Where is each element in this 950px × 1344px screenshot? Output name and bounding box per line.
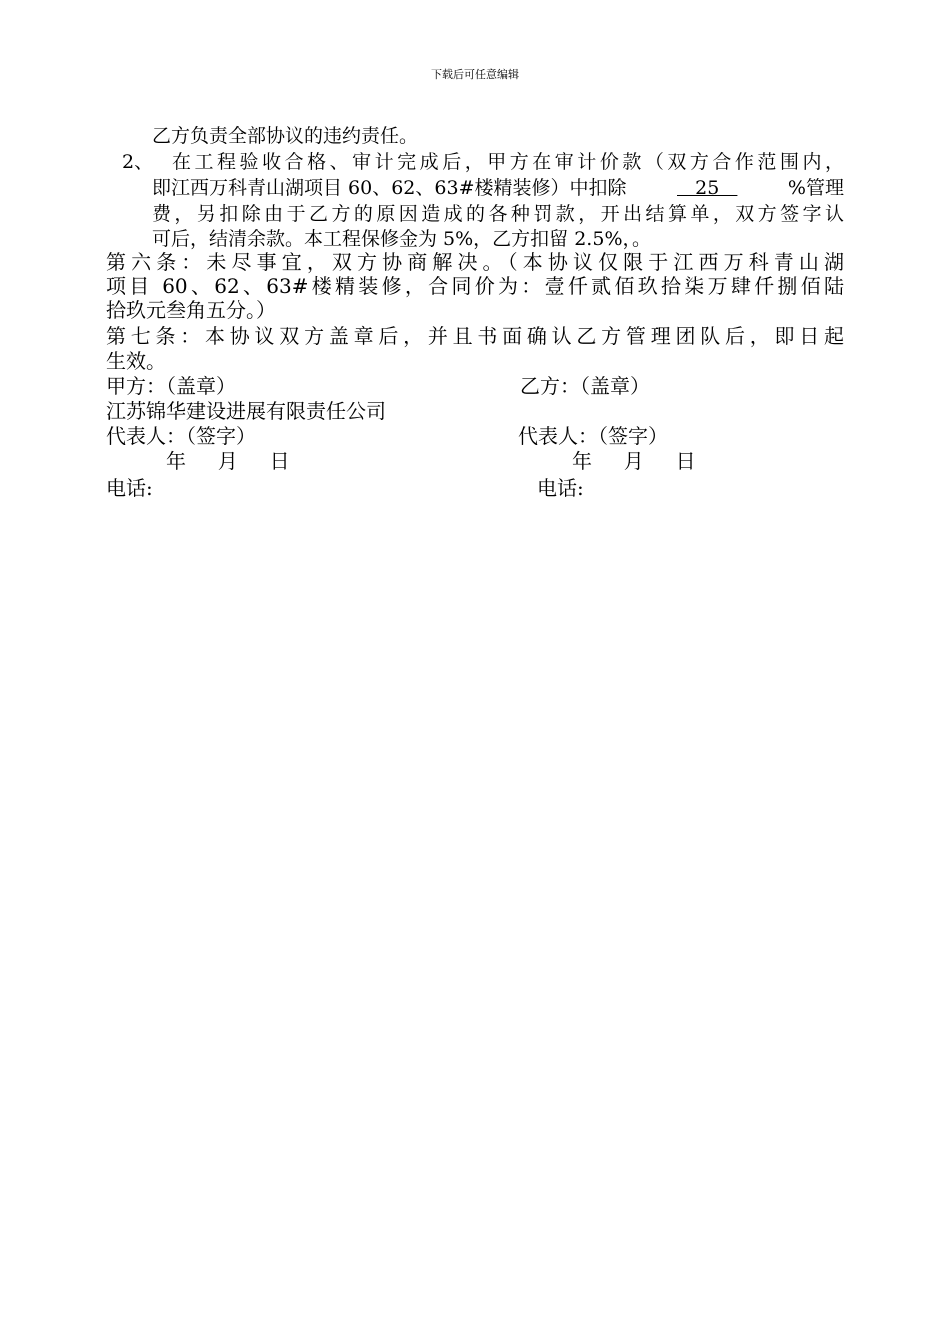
party-a-company: 江苏锦华建设进展有限责任公司	[106, 399, 386, 423]
article-six: 第六条：未尽事宜，双方协商解决。（本协议仅限于江西万科青山湖	[106, 250, 844, 274]
clause-text: 即江西万科青山湖项目 60、62、63#楼精装修）中扣除	[152, 177, 627, 199]
party-b-seal: 乙方：（盖章）	[520, 374, 650, 398]
clause-paragraph: 费，另扣除由于乙方的原因造成的各种罚款，开出结算单，双方签字认	[152, 203, 844, 225]
party-a-date: 年 月 日	[166, 449, 290, 473]
article-seven: 第七条：本协议双方盖章后，并且书面确认乙方管理团队后，即日起	[106, 324, 844, 348]
party-b-date: 年 月 日	[572, 449, 696, 473]
fee-percentage-value: 25	[677, 177, 738, 199]
clause-paragraph: 在工程验收合格、审计完成后，甲方在审计价款（双方合作范围内，	[172, 151, 844, 173]
article-six: 项目 60、62、63#楼精装修，合同价为：壹仟贰佰玖拾柒万肆仟捌佰陆	[106, 274, 844, 298]
clause-paragraph: 乙方负责全部协议的违约责任。	[152, 125, 419, 147]
page-header: 下载后可任意编辑	[431, 68, 519, 81]
clause-paragraph	[152, 176, 844, 200]
party-a-seal: 甲方：（盖章）	[106, 374, 236, 398]
article-six: 拾玖元叁角五分。）	[106, 298, 276, 322]
clause-paragraph: 可后，结清余款。本工程保修金为 5%，乙方扣留 2.5%，。	[152, 228, 651, 250]
party-a-phone: 电话:	[106, 476, 153, 500]
party-b-representative: 代表人：（签字）	[518, 424, 668, 448]
party-a-representative: 代表人：（签字）	[106, 424, 256, 448]
clause-number: 2、	[122, 151, 154, 173]
article-seven: 生效。	[106, 349, 166, 373]
clause-text: %管理	[787, 177, 844, 199]
party-b-phone: 电话:	[537, 476, 584, 500]
